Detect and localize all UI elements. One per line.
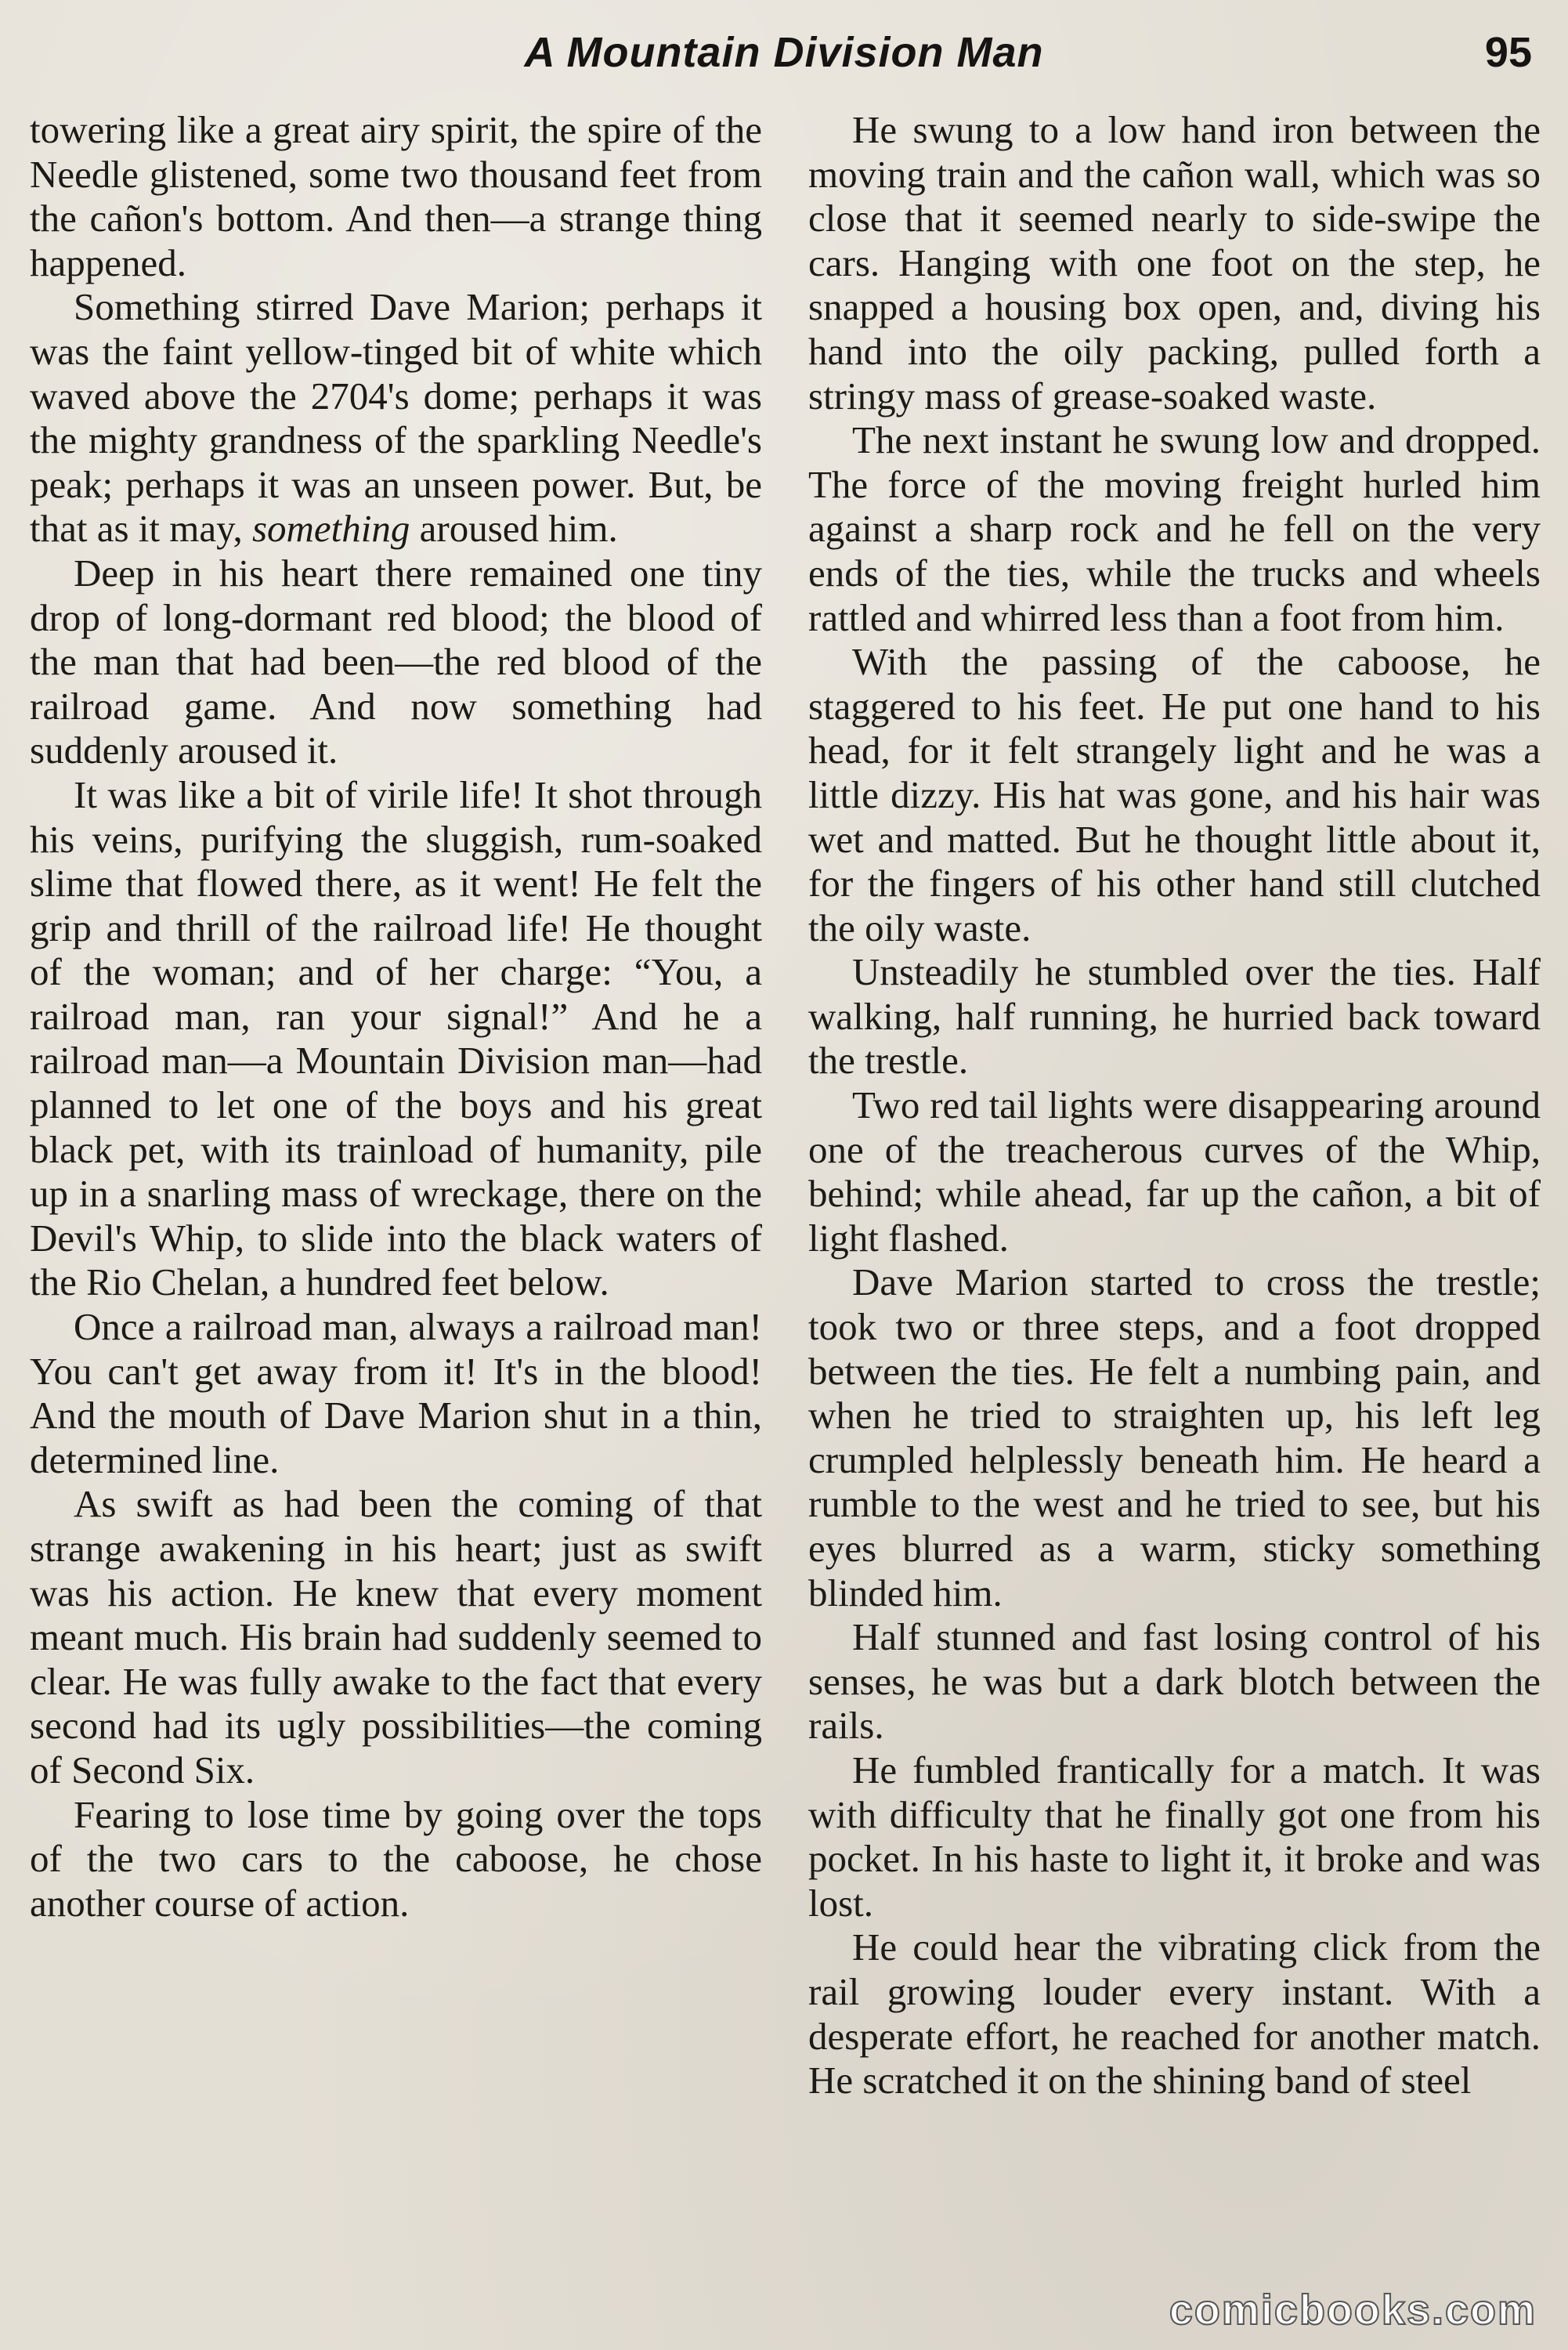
paragraph: Half stunned and fast losing control of his senses, he was but a dark blotch between the rails.	[808, 1615, 1541, 1748]
paragraph: Unsteadily he stumbled over the ties. Half walking, half running, he hurried back toward the trestle.	[808, 950, 1541, 1083]
paragraph: Dave Marion started to cross the trestle; took two or three steps, and a foot dropped between the ties. He felt a numbing pain, and when he tried to straighten up, his left leg crumpled helplessly beneath him. He heard a rumble to the west and he tried to see, but his eyes blurred as a warm, sticky something blinded him.	[808, 1260, 1541, 1614]
site-watermark: comicbooks.com	[1169, 2287, 1537, 2334]
paragraph: Once a railroad man, always a railroad man! You can't get away from it! It's in the blood! And the mouth of Dave Marion shut in a thin, determined line.	[30, 1305, 762, 1481]
paragraph	[30, 285, 762, 551]
paragraph: Two red tail lights were disappearing around one of the treacherous curves of the Whip, behind; while ahead, far up the cañon, a bit of light flashed.	[808, 1083, 1541, 1260]
paragraph: He could hear the vibrating click from the rail growing louder every instant. With a desperate effort, he reached for another match. He scratched it on the shining band of steel	[808, 1925, 1541, 2102]
running-title: A Mountain Division Man	[524, 29, 1044, 76]
running-header	[28, 24, 1540, 86]
paragraph: Deep in his heart there remained one tiny drop of long-dormant red blood; the blood of the man that had been—the red blood of the railroad game. And now something had suddenly aroused it.	[30, 551, 762, 772]
italic-word: something	[251, 507, 410, 551]
paragraph: Fearing to lose time by going over the tops of the two cars to the caboose, he chose another course of action.	[30, 1792, 762, 1925]
paragraph: With the passing of the caboose, he staggered to his feet. He put one hand to his head, for it felt strangely light and he was a little dizzy. His hat was gone, and his hair was wet and matted. But he thought little about it, for the fingers of his other hand still clutched the oily waste.	[808, 640, 1541, 949]
paragraph: The next instant he swung low and dropped. The force of the moving freight hurled him against a sharp rock and he fell on the very ends of the ties, while the trucks and wheels rattled and whirred less than a foot from him.	[808, 418, 1541, 639]
paragraph: He swung to a low hand iron between the moving train and the cañon wall, which was so close that it seemed nearly to side-swipe the cars. Hanging with one foot on the step, he snapped a housing box open, and, diving his hand into the oily packing, pulled forth a stringy mass of grease-soaked waste.	[808, 108, 1541, 418]
right-column	[808, 108, 1541, 2333]
paragraph: towering like a great airy spirit, the spire of the Needle glistened, some two thousand feet from the cañon's bottom. And then—a strange thing happened.	[30, 108, 762, 284]
paragraph: As swift as had been the coming of that strange awakening in his heart; just as swift was his action. He knew that every moment meant much. His brain had suddenly seemed to clear. He was fully awake to the fact that every second had its ugly possibilities—the coming of Second Six.	[30, 1482, 762, 1791]
paragraph-text: aroused him.	[419, 507, 618, 551]
paragraph: He fumbled frantically for a match. It was with difficulty that he finally got one from his pocket. In his haste to light it, it broke and was lost.	[808, 1748, 1541, 1925]
page-number: 95	[1484, 29, 1532, 76]
paragraph-text: Something stirred Dave Marion; perhaps it was the faint yellow-tinged bit of white which waved above the 2704's dome; perhaps it was the mighty grandness of the sparkling Needle's peak; perhaps it was an unseen power. But, be that as it may,	[30, 285, 762, 551]
left-column	[30, 108, 762, 2333]
paragraph: It was like a bit of virile life! It shot through his veins, purifying the sluggish, rum-soaked slime that flowed there, as it went! He felt the grip and thrill of the railroad life! He thought of the woman; and of her charge: “You, a railroad man, ran your signal!” And he a railroad man—a Mountain Division man—had planned to let one of the boys and his great black pet, with its trainload of humanity, pile up in a snarling mass of wreckage, there on the Devil's Whip, to slide into the black waters of the Rio Chelan, a hundred feet below.	[30, 772, 762, 1304]
